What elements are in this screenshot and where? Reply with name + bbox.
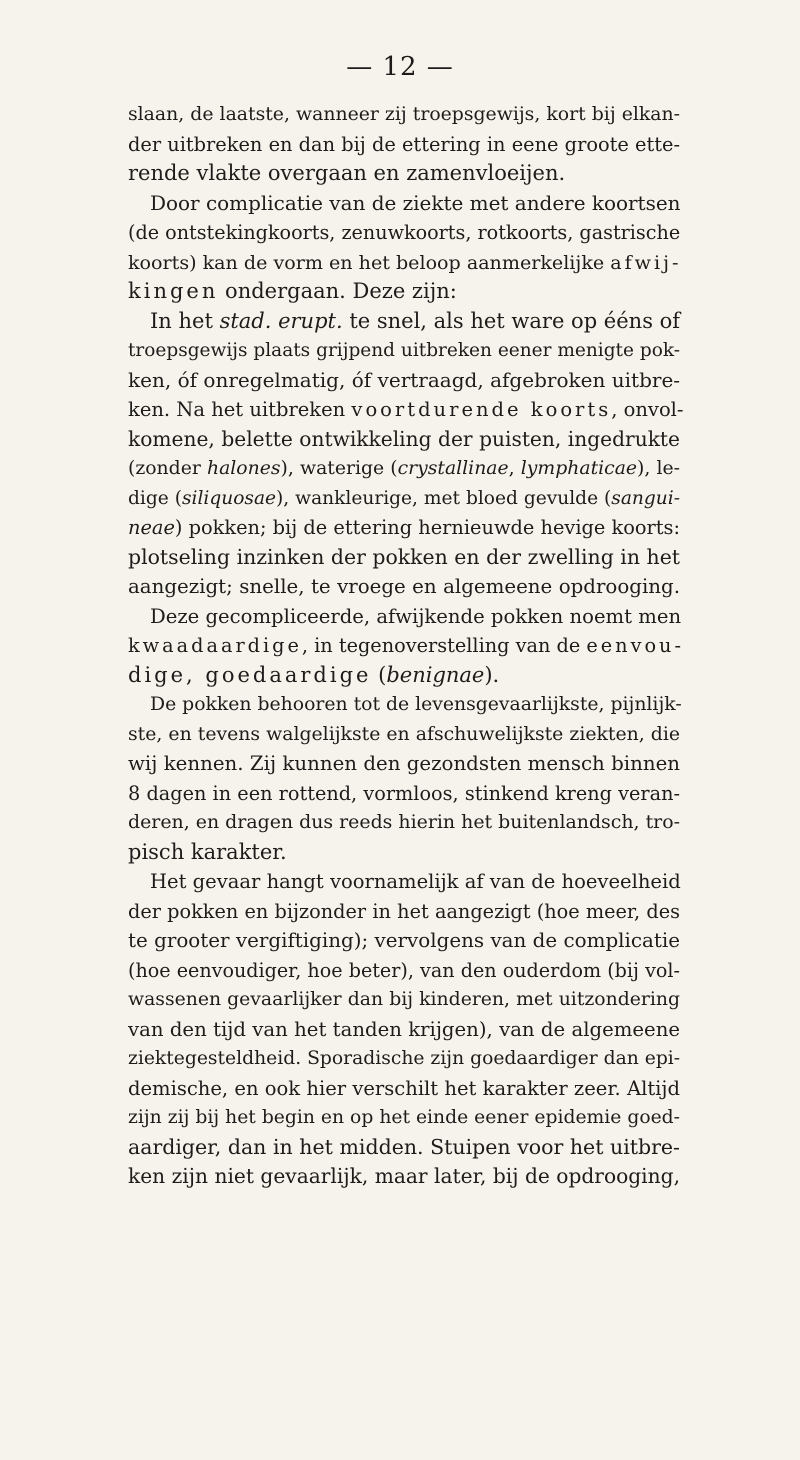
text-line: Door complicatie van de ziekte met andere koortsen xyxy=(150,190,681,215)
text-line: demische, en ook hier verschilt het karakter zeer. Altijd xyxy=(128,1076,680,1100)
text-line: der pokken en bijzonder in het aangezigt (hoe meer, des xyxy=(128,899,680,923)
text-line: wassenen gevaarlijker dan bij kinderen, met uitzondering xyxy=(128,989,680,1010)
body-text xyxy=(128,100,684,1192)
text-line: ken, óf onregelmatig, óf vertraagd, afgebroken uitbre- xyxy=(128,367,681,392)
text-line: (hoe eenvoudiger, hoe beter), van den ouderdom (bij vol- xyxy=(128,958,680,982)
text-line: (de ontstekingkoorts, zenuwkoorts, rotkoorts, gastrische xyxy=(128,221,681,244)
text-line: neae) pokken; bij de ettering hernieuwde hevige koorts: xyxy=(128,516,680,539)
text-line: aangezigt; snelle, te vroege en algemeene opdrooging. xyxy=(128,575,680,598)
text-line: ken. Na het uitbreken voortdurende koorts, onvol- xyxy=(128,398,684,421)
text-line: troepsgewijs plaats grijpend uitbreken eener menigte pok- xyxy=(128,340,680,361)
text-line: ste, en tevens walgelijkste en afschuwelijkste ziekten, die xyxy=(128,723,680,745)
text-line: kingen ondergaan. Deze zijn: xyxy=(128,279,457,303)
text-line: der uitbreken en dan bij de ettering in eene groote ette- xyxy=(128,132,680,156)
text-line: Het gevaar hangt voornamelijk af van de hoeveelheid xyxy=(150,870,681,893)
text-line: dige, goedaardige (benignae). xyxy=(128,662,500,687)
text-line: deren, en dragen dus reeds hierin het buitenlandsch, tro- xyxy=(128,811,680,833)
text-line: kwaadaardige, in tegenoverstelling van de eenvou- xyxy=(128,634,684,657)
text-line: zijn zij bij het begin en op het einde eener epidemie goed- xyxy=(128,1107,680,1128)
text-line: wij kennen. Zij kunnen den gezondsten mensch binnen xyxy=(128,752,680,775)
text-line: 8 dagen in een rottend, vormloos, stinkend kreng veran- xyxy=(128,781,680,805)
text-line: plotseling inzinken der pokken en der zwelling in het xyxy=(128,544,680,569)
text-line: ziektegesteldheid. Sporadische zijn goedaardiger dan epi- xyxy=(128,1048,681,1069)
page-number: — 12 — xyxy=(346,52,454,82)
text-line: In het stad. erupt. te snel, als het ware op ééns of xyxy=(150,308,681,333)
text-line: koorts) kan de vorm en het beloop aanmerkelijke afwij- xyxy=(128,250,682,274)
text-line: slaan, de laatste, wanneer zij troepsgewijs, kort bij elkan- xyxy=(128,104,680,125)
text-line: De pokken behooren tot de levensgevaarlijkste, pijnlijk- xyxy=(150,694,682,715)
text-line: te grooter vergiftiging); vervolgens van de complicatie xyxy=(128,929,680,952)
text-line: van den tijd van het tanden krijgen), van de algemeene xyxy=(128,1017,680,1041)
text-line: pisch karakter. xyxy=(128,839,287,864)
text-line: rende vlakte overgaan en zamenvloeijen. xyxy=(128,161,566,185)
text-line: Deze gecompliceerde, afwijkende pokken noemt men xyxy=(150,604,682,628)
text-line: ken zijn niet gevaarlijk, maar later, bij de opdrooging, xyxy=(128,1164,680,1188)
text-line: (zonder halones), waterige (crystallinae, lymphaticae), le- xyxy=(128,458,680,479)
text-line: aardiger, dan in het midden. Stuipen voor het uitbre- xyxy=(128,1134,680,1159)
text-line: dige (siliquosae), wankleurige, met bloed gevulde (sangui- xyxy=(128,487,680,509)
text-line: komene, belette ontwikkeling der puisten, ingedrukte xyxy=(128,426,680,451)
